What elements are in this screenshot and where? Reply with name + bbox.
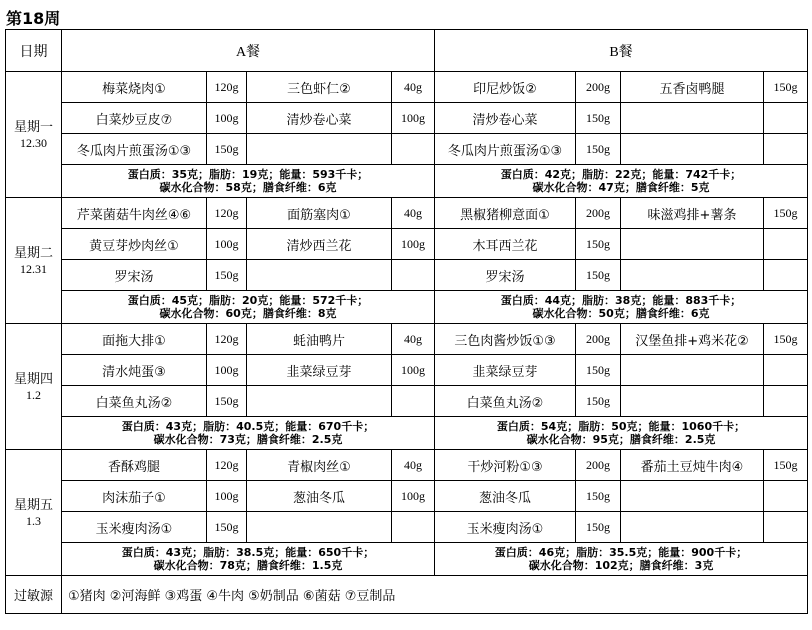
a-dish-qty: 120g (207, 72, 247, 103)
b-side-qty (764, 481, 808, 512)
b-dish-qty: 200g (576, 450, 621, 481)
table-header-row (6, 30, 808, 72)
b-nutrition-line: 碳水化合物：102克；膳食纤维：3克 (528, 559, 714, 572)
allergen-label: 过敏源 (6, 576, 62, 614)
a-side-dish: 葱油冬瓜 (247, 481, 392, 512)
b-side-dish (621, 134, 764, 165)
a-dish-qty: 120g (207, 198, 247, 229)
a-side-qty (392, 260, 435, 291)
a-dish-qty: 120g (207, 324, 247, 355)
a-dish-qty: 100g (207, 355, 247, 386)
b-dish: 韭菜绿豆芽 (435, 355, 576, 386)
b-dish-qty: 200g (576, 72, 621, 103)
a-side-dish: 韭菜绿豆芽 (247, 355, 392, 386)
a-dish: 罗宋汤 (62, 260, 207, 291)
b-dish: 三色肉酱炒饭①③ (435, 324, 576, 355)
a-side-qty: 40g (392, 450, 435, 481)
b-side-dish: 五香卤鸭腿 (621, 72, 764, 103)
a-nutrition-line: 蛋白质：43克；脂肪：38.5克；能量：650千卡； (121, 546, 375, 559)
day-date: 1.3 (26, 513, 41, 528)
week-title: 第18周 (6, 9, 61, 28)
b-meal-header: B餐 (435, 30, 808, 72)
b-dish: 清炒卷心菜 (435, 103, 576, 134)
day-cell (6, 450, 62, 576)
a-nutrition (62, 543, 435, 576)
nutrition-row (6, 417, 808, 450)
a-side-dish: 清炒西兰花 (247, 229, 392, 260)
day-cell (6, 324, 62, 450)
menu-row (6, 481, 808, 512)
a-nutrition (62, 291, 435, 324)
b-side-dish (621, 386, 764, 417)
b-dish: 干炒河粉①③ (435, 450, 576, 481)
b-nutrition-line: 蛋白质：42克；脂肪：22克；能量：742千卡； (500, 168, 742, 181)
a-nutrition-line: 碳水化合物：58克；膳食纤维：6克 (159, 181, 337, 194)
day-name: 星期四 (13, 371, 53, 387)
day-cell (6, 198, 62, 324)
a-dish: 黄豆芽炒肉丝① (62, 229, 207, 260)
a-nutrition-line: 碳水化合物：78克；膳食纤维：1.5克 (153, 559, 343, 572)
b-side-qty (764, 355, 808, 386)
a-dish: 清水炖蛋③ (62, 355, 207, 386)
b-side-qty: 150g (764, 72, 808, 103)
day-name: 星期二 (13, 245, 53, 261)
b-side-qty (764, 386, 808, 417)
a-nutrition-line: 碳水化合物：73克；膳食纤维：2.5克 (153, 433, 343, 446)
day-date: 12.30 (20, 135, 47, 150)
menu-row (6, 229, 808, 260)
b-dish-qty: 150g (576, 512, 621, 543)
b-dish-qty: 150g (576, 134, 621, 165)
b-side-dish: 汉堡鱼排+鸡米花② (621, 324, 764, 355)
b-nutrition-line: 蛋白质：44克；脂肪：38克；能量：883千卡； (500, 294, 742, 307)
b-side-dish (621, 512, 764, 543)
a-nutrition-line: 蛋白质：43克；脂肪：40.5克；能量：670千卡； (121, 420, 375, 433)
b-dish: 玉米瘦肉汤① (435, 512, 576, 543)
b-dish: 黑椒猪柳意面① (435, 198, 576, 229)
a-side-qty: 100g (392, 481, 435, 512)
a-side-qty: 40g (392, 324, 435, 355)
day-cell (6, 72, 62, 198)
menu-row (6, 134, 808, 165)
a-side-qty: 100g (392, 229, 435, 260)
b-nutrition-line: 碳水化合物：95克；膳食纤维：2.5克 (526, 433, 716, 446)
a-side-dish (247, 386, 392, 417)
menu-row (6, 512, 808, 543)
a-side-dish (247, 260, 392, 291)
menu-row (6, 324, 808, 355)
a-side-dish: 面筋塞肉① (247, 198, 392, 229)
a-side-dish: 青椒肉丝① (247, 450, 392, 481)
b-side-dish (621, 355, 764, 386)
b-dish-qty: 150g (576, 229, 621, 260)
a-dish: 白菜炒豆皮⑦ (62, 103, 207, 134)
a-dish-qty: 120g (207, 450, 247, 481)
b-side-dish (621, 229, 764, 260)
a-side-qty: 40g (392, 72, 435, 103)
day-name: 星期一 (13, 119, 53, 135)
a-side-dish: 三色虾仁② (247, 72, 392, 103)
a-side-dish (247, 134, 392, 165)
b-nutrition-line: 碳水化合物：47克；膳食纤维：5克 (532, 181, 710, 194)
day-date: 12.31 (20, 261, 47, 276)
date-column-header: 日期 (6, 30, 62, 72)
a-side-qty (392, 386, 435, 417)
b-dish-qty: 150g (576, 481, 621, 512)
b-side-dish (621, 260, 764, 291)
b-side-dish: 番茄土豆炖牛肉④ (621, 450, 764, 481)
a-nutrition-line: 碳水化合物：60克；膳食纤维：8克 (159, 307, 337, 320)
b-dish-qty: 150g (576, 103, 621, 134)
menu-row (6, 450, 808, 481)
b-nutrition (435, 417, 808, 450)
b-dish: 印尼炒饭② (435, 72, 576, 103)
b-side-dish: 味滋鸡排+薯条 (621, 198, 764, 229)
a-side-dish: 蚝油鸭片 (247, 324, 392, 355)
b-side-qty: 150g (764, 324, 808, 355)
allergen-row (6, 576, 808, 614)
b-side-qty (764, 134, 808, 165)
a-dish: 玉米瘦肉汤① (62, 512, 207, 543)
a-dish-qty: 150g (207, 512, 247, 543)
day-name: 星期五 (13, 497, 53, 513)
a-dish-qty: 100g (207, 481, 247, 512)
b-dish: 木耳西兰花 (435, 229, 576, 260)
a-nutrition (62, 417, 435, 450)
b-dish: 冬瓜肉片煎蛋汤①③ (435, 134, 576, 165)
a-side-qty: 100g (392, 355, 435, 386)
a-dish-qty: 150g (207, 260, 247, 291)
b-side-qty (764, 260, 808, 291)
b-nutrition-line: 蛋白质：46克；脂肪：35.5克；能量：900千卡； (494, 546, 748, 559)
b-nutrition-line: 蛋白质：54克；脂肪：50克；能量：1060千卡； (496, 420, 746, 433)
a-dish: 冬瓜肉片煎蛋汤①③ (62, 134, 207, 165)
b-dish: 白菜鱼丸汤② (435, 386, 576, 417)
b-side-qty (764, 512, 808, 543)
b-dish-qty: 150g (576, 355, 621, 386)
menu-row (6, 260, 808, 291)
b-dish: 葱油冬瓜 (435, 481, 576, 512)
nutrition-row (6, 543, 808, 576)
b-side-dish (621, 481, 764, 512)
a-dish-qty: 100g (207, 229, 247, 260)
menu-row (6, 386, 808, 417)
a-side-qty: 100g (392, 103, 435, 134)
a-side-qty: 40g (392, 198, 435, 229)
b-dish-qty: 150g (576, 260, 621, 291)
menu-row (6, 355, 808, 386)
a-dish: 面拖大排① (62, 324, 207, 355)
a-dish: 肉沫茄子① (62, 481, 207, 512)
a-side-dish: 清炒卷心菜 (247, 103, 392, 134)
b-side-qty (764, 229, 808, 260)
allergen-list: ①猪肉 ②河海鲜 ③鸡蛋 ④牛肉 ⑤奶制品 ⑥菌菇 ⑦豆制品 (62, 576, 808, 614)
a-dish: 白菜鱼丸汤② (62, 386, 207, 417)
a-side-dish (247, 512, 392, 543)
menu-row (6, 103, 808, 134)
a-dish-qty: 150g (207, 386, 247, 417)
menu-row (6, 198, 808, 229)
b-side-dish (621, 103, 764, 134)
menu-row (6, 72, 808, 103)
day-date: 1.2 (26, 387, 41, 402)
nutrition-row (6, 165, 808, 198)
b-nutrition-line: 碳水化合物：50克；膳食纤维：6克 (532, 307, 710, 320)
a-dish-qty: 100g (207, 103, 247, 134)
a-dish: 香酥鸡腿 (62, 450, 207, 481)
a-nutrition-line: 蛋白质：35克；脂肪：19克；能量：593千卡； (127, 168, 369, 181)
b-nutrition (435, 291, 808, 324)
b-dish: 罗宋汤 (435, 260, 576, 291)
a-dish: 梅菜烧肉① (62, 72, 207, 103)
b-dish-qty: 200g (576, 324, 621, 355)
b-side-qty: 150g (764, 198, 808, 229)
a-nutrition-line: 蛋白质：45克；脂肪：20克；能量：572千卡； (127, 294, 369, 307)
b-nutrition (435, 165, 808, 198)
weekly-menu-table (5, 29, 808, 614)
b-dish-qty: 200g (576, 198, 621, 229)
a-dish: 芹菜菌菇牛肉丝④⑥ (62, 198, 207, 229)
b-dish-qty: 150g (576, 386, 621, 417)
a-meal-header: A餐 (62, 30, 435, 72)
b-nutrition (435, 543, 808, 576)
a-side-qty (392, 134, 435, 165)
a-nutrition (62, 165, 435, 198)
b-side-qty (764, 103, 808, 134)
a-side-qty (392, 512, 435, 543)
nutrition-row (6, 291, 808, 324)
a-dish-qty: 150g (207, 134, 247, 165)
b-side-qty: 150g (764, 450, 808, 481)
